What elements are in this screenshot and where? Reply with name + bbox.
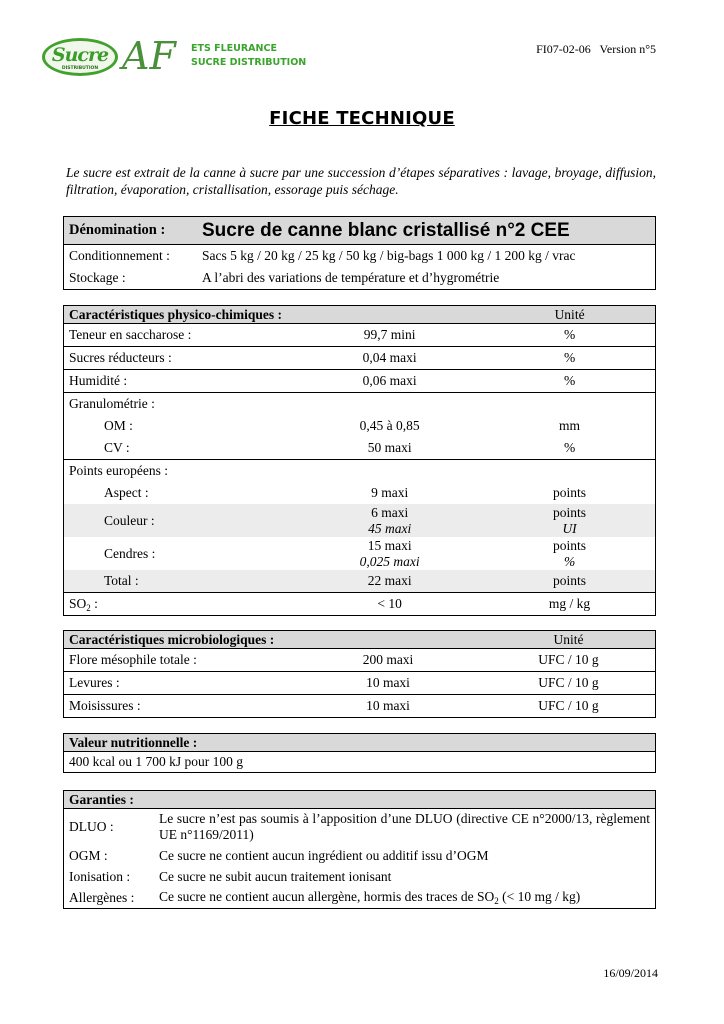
allergenes-text — [154, 887, 656, 909]
so2-value: < 10 — [295, 593, 484, 616]
cv-row — [64, 437, 656, 460]
so2-unit: mg / kg — [484, 593, 655, 616]
micro-unit: UFC / 10 g — [482, 672, 656, 695]
table-row — [64, 649, 656, 672]
micro-unit-header: Unité — [482, 631, 656, 649]
total-label: Total : — [64, 570, 296, 593]
om-unit: mm — [559, 418, 581, 433]
guarantees-header-row — [64, 791, 656, 809]
physico-header-row — [64, 306, 656, 324]
points-europeens-row — [64, 460, 656, 483]
aspect-value: 9 maxi — [371, 485, 409, 500]
guarantees-table — [63, 790, 656, 909]
micro-unit: UFC / 10 g — [538, 652, 599, 667]
physico-unit-header: Unité — [484, 306, 655, 324]
couleur-unit: points — [553, 504, 587, 520]
denomination-row — [64, 217, 656, 245]
intro-paragraph: Le sucre est extrait de la canne à sucre par une succession d’étapes séparatives : lavage, broyage, diffusion, filtration, évaporation, cristallisation, essorage puis séchage. — [66, 165, 656, 197]
denomination-label: Dénomination : — [64, 217, 198, 245]
page-title: FICHE TECHNIQUE — [269, 108, 455, 129]
granulometrie-label: Granulométrie : — [64, 393, 656, 416]
product-identity-table — [63, 216, 656, 290]
nutrition-value-row — [64, 752, 656, 773]
reducteurs-label: Sucres réducteurs : — [64, 347, 296, 370]
ogm-text: Ce sucre ne contient aucun ingrédient ou additif issu d’OGM — [159, 847, 489, 863]
micro-value: 10 maxi — [294, 672, 482, 695]
stockage-label: Stockage : — [69, 270, 126, 285]
cendres-unit: points — [553, 537, 587, 553]
reducteurs-unit: % — [484, 347, 655, 370]
ionisation-label: Ionisation : — [69, 868, 131, 884]
micro-header-row — [64, 631, 656, 649]
allergenes-text-suffix: (< 10 mg / kg) — [498, 889, 581, 904]
micro-label: Moisissures : — [64, 695, 295, 718]
ionisation-row — [64, 866, 656, 887]
conditionnement-label: Conditionnement : — [69, 248, 170, 263]
couleur-value-ui: 45 maxi — [368, 520, 412, 536]
couleur-units — [484, 504, 655, 537]
om-label: OM : — [104, 418, 133, 433]
micro-unit: UFC / 10 g — [482, 695, 656, 718]
microbiological-table — [63, 630, 656, 718]
nutrition-header-row — [64, 734, 656, 752]
humidite-unit: % — [484, 370, 655, 393]
so2-label-sub: 2 — [86, 602, 91, 613]
cendres-units — [484, 537, 655, 570]
total-unit: points — [484, 570, 655, 593]
so2-row — [64, 593, 656, 616]
denomination-value: Sucre de canne blanc cristallisé n°2 CEE — [197, 217, 656, 245]
total-row — [64, 570, 656, 593]
om-value: 0,45 à 0,85 — [359, 418, 420, 433]
company-line-2: SUCRE DISTRIBUTION — [191, 57, 307, 68]
om-row — [64, 415, 656, 437]
couleur-label: Couleur : — [64, 504, 296, 537]
company-name — [191, 42, 306, 70]
so2-label — [64, 593, 296, 616]
saccharose-unit: % — [563, 327, 576, 342]
micro-label: Levures : — [64, 672, 295, 695]
nutrition-header: Valeur nutritionnelle : — [64, 734, 656, 752]
physico-header: Caractéristiques physico-chimiques : — [64, 306, 485, 324]
aspect-row — [64, 482, 656, 504]
company-line-1: ETS FLEURANCE — [191, 43, 277, 54]
stockage-row — [64, 267, 656, 290]
ionisation-text: Ce sucre ne subit aucun traitement ionisant — [159, 868, 392, 884]
allergenes-text-main: Ce sucre ne contient aucun allergène, hormis des traces de SO — [159, 889, 495, 904]
cendres-label: Cendres : — [104, 545, 156, 561]
af-logo: AF — [122, 34, 176, 78]
dluo-text: Le sucre n’est pas soumis à l’apposition d’une DLUO (directive CE n°2000/13, règlement UE n°1169/2011) — [159, 811, 650, 842]
so2-label-suffix: : — [90, 595, 98, 611]
logo-sucre-word: Sucre — [51, 44, 109, 66]
couleur-row — [64, 504, 656, 537]
allergenes-label: Allergènes : — [69, 889, 135, 905]
micro-label: Flore mésophile totale : — [69, 652, 197, 667]
humidite-value: 0,06 maxi — [295, 370, 484, 393]
conditionnement-row — [64, 245, 656, 268]
document-reference: FI07-02-06 Version n°5 — [536, 42, 656, 56]
physico-chemical-table — [63, 305, 656, 616]
saccharose-value: 99,7 mini — [363, 327, 416, 342]
ogm-label: OGM : — [69, 847, 108, 863]
stockage-value: A l’abri des variations de température et d’hygrométrie — [202, 270, 500, 285]
cendres-value-percent: 0,025 maxi — [359, 553, 420, 569]
cv-value: 50 maxi — [367, 440, 412, 455]
allergenes-text-sub: 2 — [494, 896, 499, 906]
table-row — [64, 672, 656, 695]
couleur-value: 6 maxi — [371, 504, 409, 520]
micro-value: 10 maxi — [294, 695, 482, 718]
dluo-row — [64, 809, 656, 846]
micro-header: Caractéristiques microbiologiques : — [64, 631, 483, 649]
granulometrie-row — [64, 393, 656, 416]
saccharose-label: Teneur en saccharose : — [69, 327, 192, 342]
table-row — [64, 695, 656, 718]
total-value: 22 maxi — [295, 570, 484, 593]
nutrition-value: 400 kcal ou 1 700 kJ pour 100 g — [69, 754, 243, 769]
conditionnement-value: Sacs 5 kg / 20 kg / 25 kg / 50 kg / big-bags 1 000 kg / 1 200 kg / vrac — [202, 248, 576, 263]
humidite-row — [64, 370, 656, 393]
cv-unit: % — [563, 440, 576, 455]
sucre-distribution-logo — [42, 38, 118, 76]
so2-label-main: SO — [69, 595, 87, 611]
footer-date: 16/09/2014 — [603, 966, 658, 980]
logo-sucre-subtitle: DISTRIBUTION — [61, 66, 99, 71]
aspect-unit: points — [553, 485, 587, 500]
guarantees-header: Garanties : — [64, 791, 656, 809]
nutrition-table — [63, 733, 656, 773]
couleur-values — [295, 504, 484, 537]
humidite-label: Humidité : — [64, 370, 296, 393]
reducteurs-value: 0,04 maxi — [295, 347, 484, 370]
cendres-row — [64, 537, 656, 570]
cendres-values — [295, 537, 484, 570]
aspect-label: Aspect : — [104, 485, 149, 500]
dluo-label: DLUO : — [69, 819, 114, 834]
cendres-value: 15 maxi — [367, 537, 412, 553]
ogm-row — [64, 845, 656, 866]
cv-label: CV : — [104, 440, 130, 455]
saccharose-row — [64, 324, 656, 347]
couleur-unit-ui: UI — [562, 520, 577, 536]
cendres-unit-percent: % — [563, 553, 576, 569]
reducteurs-row — [64, 347, 656, 370]
points-europeens-label: Points européens : — [64, 460, 656, 483]
allergenes-row — [64, 887, 656, 909]
micro-value: 200 maxi — [362, 652, 414, 667]
